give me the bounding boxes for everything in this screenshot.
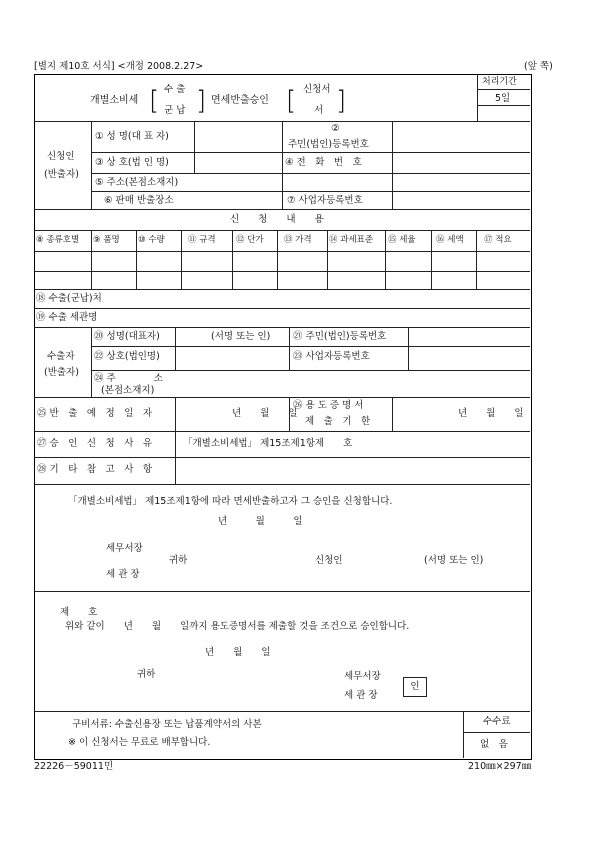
title-option-letter: 서 [314, 105, 324, 116]
notes-label: ㉘ 기 타 참 고 사 항 [37, 464, 153, 475]
title-middle: 면세반출승인 [211, 95, 269, 106]
footer-required-docs: 구비서류: 수출신용장 또는 납품계약서의 사본 [72, 719, 262, 730]
exporter-section-label: 수출자 [47, 351, 75, 362]
applicant-section-label: 신청인 [47, 151, 75, 162]
export-customs-label: ⑲ 수출 세관명 [36, 312, 98, 323]
col-spec: ⑪ 규격 [188, 235, 216, 245]
col-remarks: ⑰ 적요 [484, 235, 512, 245]
applicant-biz-number-label: ⑦ 사업자등록번호 [287, 195, 363, 206]
col-tax-base: ⑭ 과세표준 [329, 235, 374, 245]
title-option-export: 수 출 [164, 84, 186, 95]
details-title: 신 청 내 용 [230, 214, 324, 225]
title-bracket-left-2: [ [286, 86, 297, 116]
applicant-section-sub: (반출자) [44, 169, 79, 180]
paper-size: 210㎜×297㎜ [468, 761, 532, 772]
export-destination-label: ⑱ 수출(군납)처 [36, 293, 102, 304]
declaration-date: 년 월 일 [218, 516, 303, 527]
applicant-trade-label: ③ 상 호(법 인 명) [95, 157, 169, 168]
applicant-phone-label: ④ 전 화 번 호 [285, 157, 362, 168]
applicant-id-number-label: 주민(법인)등록번호 [288, 139, 369, 150]
exporter-name-label: ⑳ 성명(대표자) [94, 331, 160, 342]
exporter-address-sub: (본점소재지) [101, 385, 155, 396]
approval-number: 제 호 [60, 607, 98, 618]
processing-period-label: 처리기간 [482, 77, 517, 87]
col-unit-price: ⑫ 단가 [236, 235, 264, 245]
reason-value: 「개별소비세법」 제15조제1항제 호 [183, 438, 353, 449]
col-tax-rate: ⑮ 세율 [388, 235, 416, 245]
exporter-trade-label: ㉒ 상호(법인명) [94, 351, 160, 362]
applicant-name-label: ① 성 명(대 표 자) [95, 131, 169, 142]
col-type: ⑧ 종류호별 [36, 235, 80, 245]
expected-date-value: 년 월 일 [232, 408, 298, 419]
form-number: [별지 제10호 서식] <개정 2008.2.27> [34, 61, 204, 72]
approval-date: 년 월 일 [205, 647, 271, 658]
exporter-sign-label: (서명 또는 인) [211, 331, 271, 342]
applicant-address-label: ⑤ 주소(본점소재지) [95, 177, 179, 188]
approval-text: 위와 같이 년 월 일까지 용도증명서를 제출할 것을 조건으로 승인합니다. [65, 621, 410, 632]
deadline-label-sub: 제 출 기 한 [305, 416, 371, 427]
title-prefix: 개별소비세 [90, 95, 139, 106]
form-code: 22226－59011민 [34, 761, 114, 772]
declaration-sign: (서명 또는 인) [424, 555, 484, 566]
fee-label: 수수료 [483, 716, 511, 727]
seal-box: 인 [403, 677, 427, 697]
fee-value: 없 음 [480, 739, 508, 750]
title-bracket-left-1: [ [149, 86, 160, 116]
reason-label: ㉗ 승 인 신 청 사 유 [37, 438, 153, 449]
expected-date-label: ㉕ 반 출 예 정 일 자 [37, 408, 153, 419]
col-quantity: ⑩ 수량 [138, 235, 165, 245]
col-item: ⑨ 품명 [93, 235, 120, 245]
title-option-application: 신청서 [303, 84, 331, 95]
footer-free-notice: ※ 이 신청서는 무료로 배부합니다. [68, 737, 211, 748]
declaration-tax-office: 세무서장 [106, 543, 143, 554]
exporter-id-number-label: ㉑ 주민(법인)등록번호 [293, 331, 387, 342]
title-bracket-right-2: ] [336, 86, 347, 116]
applicant-place-label: ⑥ 판매 반출장소 [104, 195, 174, 206]
declaration-to: 귀하 [169, 555, 188, 566]
col-price: ⑬ 가격 [284, 235, 312, 245]
deadline-label: ㉖ 용 도 증 명 서 [293, 400, 364, 411]
approval-to: 귀하 [137, 669, 156, 680]
applicant-id-number-num: ② [331, 123, 340, 134]
declaration-text: 「개별소비세법」 제15조제1항에 따라 면세반출하고자 그 승인을 신청합니다. [68, 496, 393, 507]
exporter-address-label: ㉔ 주 소 [94, 373, 163, 384]
exporter-biz-number-label: ㉓ 사업자등록번호 [293, 351, 370, 362]
title-bracket-right-1: ] [196, 86, 207, 116]
declaration-customs: 세 관 장 [106, 569, 140, 580]
approval-customs: 세 관 장 [344, 690, 378, 701]
declaration-applicant: 신청인 [315, 555, 343, 566]
title-option-military: 군 납 [164, 105, 186, 116]
col-tax-amount: ⑯ 세액 [436, 235, 464, 245]
processing-period-value: 5일 [495, 93, 511, 104]
approval-tax-office: 세무서장 [344, 671, 381, 682]
exporter-section-sub: (반출자) [44, 367, 79, 378]
page-side: (앞 쪽) [524, 61, 553, 72]
deadline-value: 년 월 일 [458, 408, 524, 419]
